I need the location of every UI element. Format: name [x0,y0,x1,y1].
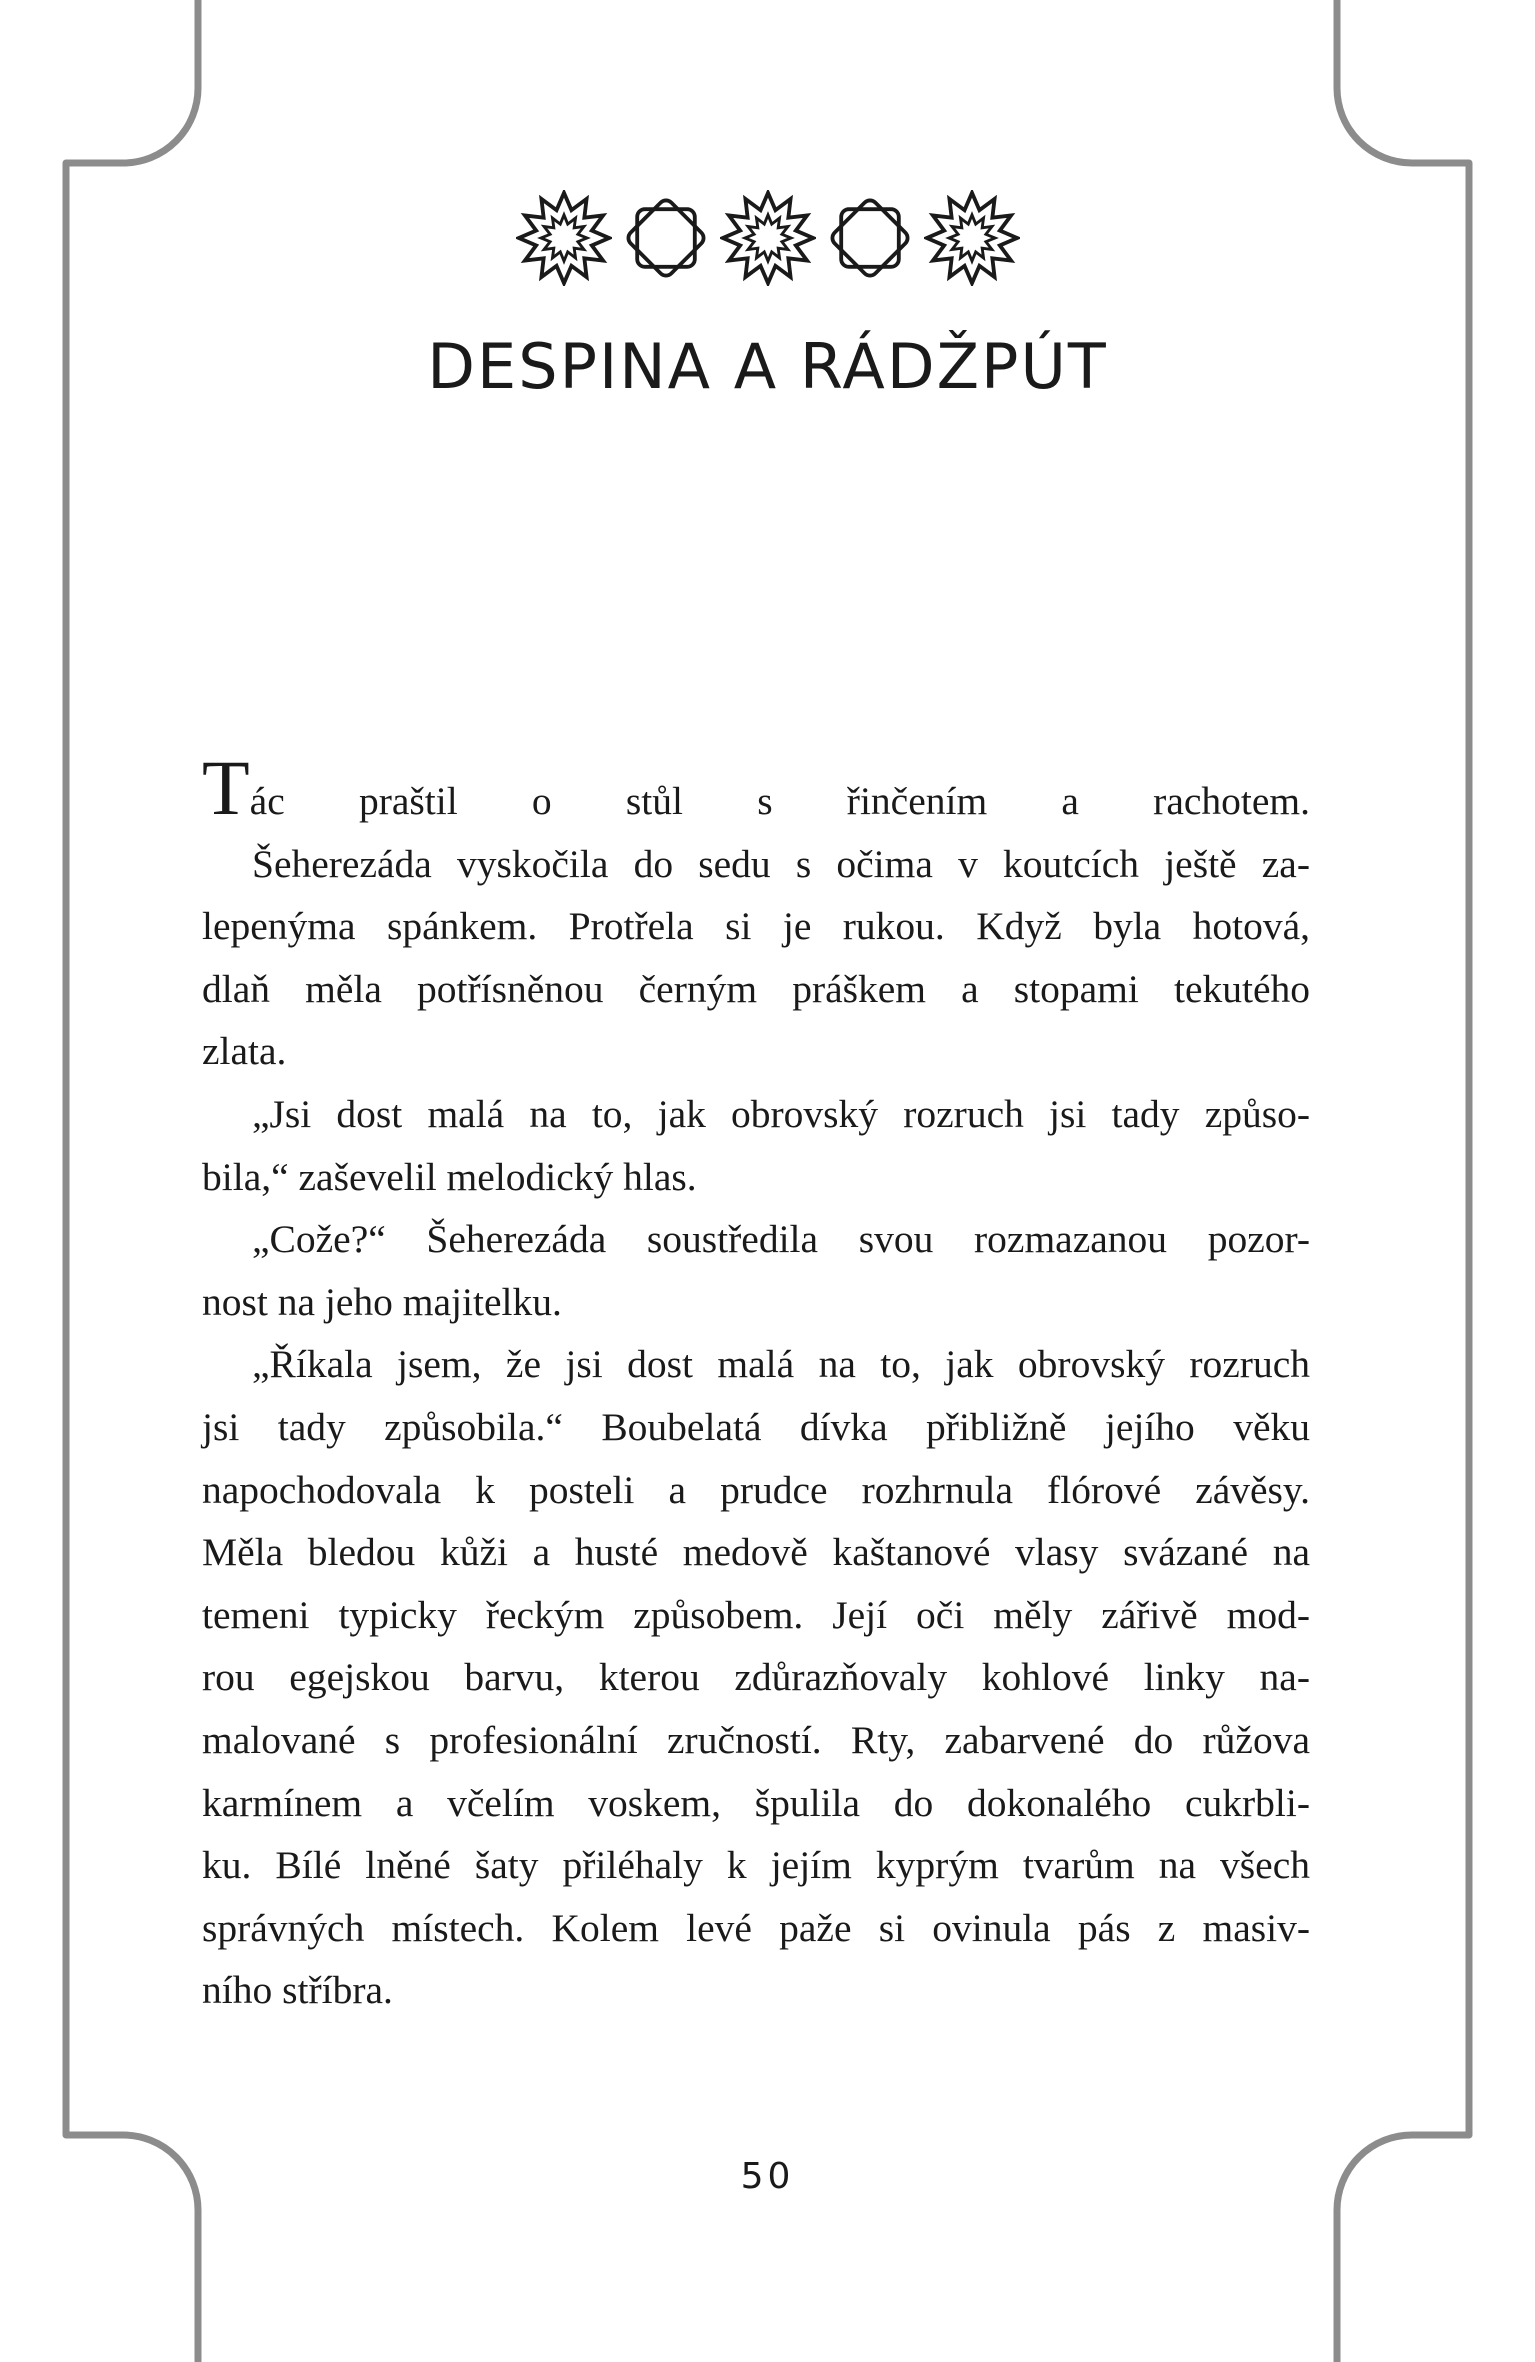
text-line: „Jsi dost malá na to, jak obrovský rozruch jsi tady způso- [252,1091,1310,1136]
text-line: Šeherezáda vyskočila do sedu s očima v koutcích ještě za- [252,841,1310,886]
text-line: karmínem a včelím voskem, špulila do dokonalého cukrbli- [202,1780,1310,1825]
text-line: „Cože?“ Šeherezáda soustředila svou rozmazanou pozor- [252,1217,1310,1262]
starburst-icon [924,190,1020,286]
page-number: 50 [740,2156,795,2197]
text-line: ku. Bílé lněné šaty přiléhaly k jejím kyprým tvarům na všech [202,1843,1310,1888]
octagon-star-icon [822,190,918,286]
text-line: ního stříbra. [202,1968,393,2013]
chapter-ornament [0,188,1535,288]
text-line: Měla bledou kůži a husté medově kaštanové vlasy svázané na [202,1530,1310,1575]
text-line: rou egejskou barvu, kterou zdůrazňovaly kohlové linky na- [202,1655,1310,1700]
starburst-icon [516,190,612,286]
octagon-star-icon [618,190,714,286]
text-line: „Říkala jsem, že jsi dost malá na to, jak obrovský rozruch [252,1342,1310,1387]
starburst-icon [720,190,816,286]
text-line: Tác praštil o stůl s řinčením a rachotem. [202,744,1310,831]
text-line: zlata. [202,1029,287,1074]
text-line: bila,“ zaševelil melodický hlas. [202,1154,697,1199]
text-line: jsi tady způsobila.“ Boubelatá dívka přibližně jejího věku [202,1404,1310,1449]
text-line: temeni typicky řeckým způsobem. Její oči měly zářivě mod- [202,1592,1310,1637]
text-line: napochodovala k posteli a prudce rozhrnula flórové závěsy. [202,1467,1310,1512]
text-line: nost na jeho majitelku. [202,1279,562,1324]
drop-cap: T [202,744,250,831]
text-line: lepenýma spánkem. Protřela si je rukou. Když byla hotová, [202,904,1310,949]
chapter-title: DESPINA A RÁDŽPÚT [427,330,1108,403]
text-line: správných místech. Kolem levé paže si ovinula pás z masiv- [202,1905,1310,1950]
text-line: malované s profesionální zručností. Rty, zabarvené do růžova [202,1717,1310,1762]
text-line: dlaň měla potřísněnou černým práškem a stopami tekutého [202,966,1310,1011]
body-text [202,744,1310,2022]
